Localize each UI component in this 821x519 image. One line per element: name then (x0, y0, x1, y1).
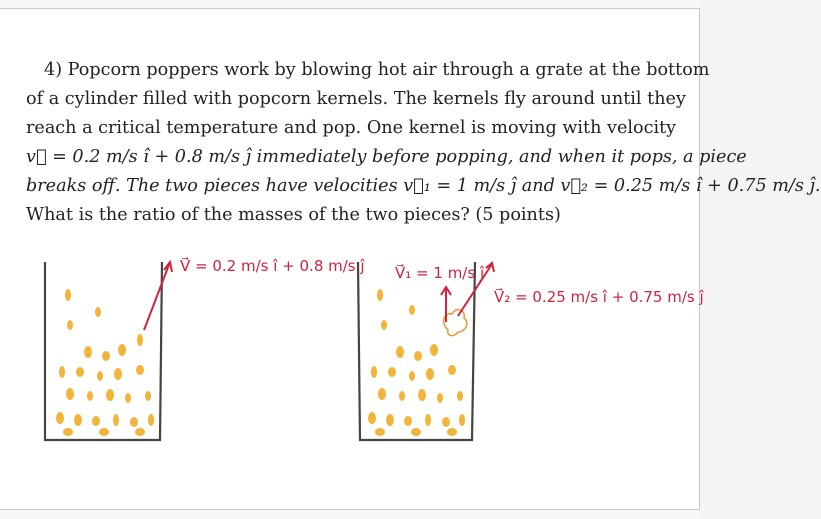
problem-line-2: of a cylinder filled with popcorn kernels. The kernels fly around until they (26, 89, 686, 109)
left-kernels (56, 289, 154, 436)
problem-line-5: breaks off. The two pieces have velocities v⃗₁ = 1 m/s ĵ and v⃗₂ = 0.25 m/s î + 0.75 m/s ĵ. (26, 176, 821, 196)
left-cup (45, 262, 172, 440)
problem-line-6: What is the ratio of the masses of the two pieces? (5 points) (26, 205, 561, 225)
popped-kernel (444, 310, 467, 336)
problem-line-3: reach a critical temperature and pop. One kernel is moving with velocity (26, 118, 677, 138)
right-cup (358, 262, 494, 440)
velocity-arrow (144, 262, 170, 330)
right-kernels (368, 289, 465, 436)
problem-line-4: v⃗ = 0.2 m/s î + 0.8 m/s ĵ immediately before popping, and when it pops, a piece (26, 147, 747, 167)
velocity-piece1-label: V⃗₁ = 1 m/s ĵ (395, 264, 485, 282)
velocity-piece2-label: V⃗₂ = 0.25 m/s î + 0.75 m/s ĵ (494, 288, 704, 306)
problem-line-1: 4) Popcorn poppers work by blowing hot air through a grate at the bottom (44, 60, 710, 80)
velocity-before-label: V⃗ = 0.2 m/s î + 0.8 m/s ĵ (180, 257, 365, 275)
